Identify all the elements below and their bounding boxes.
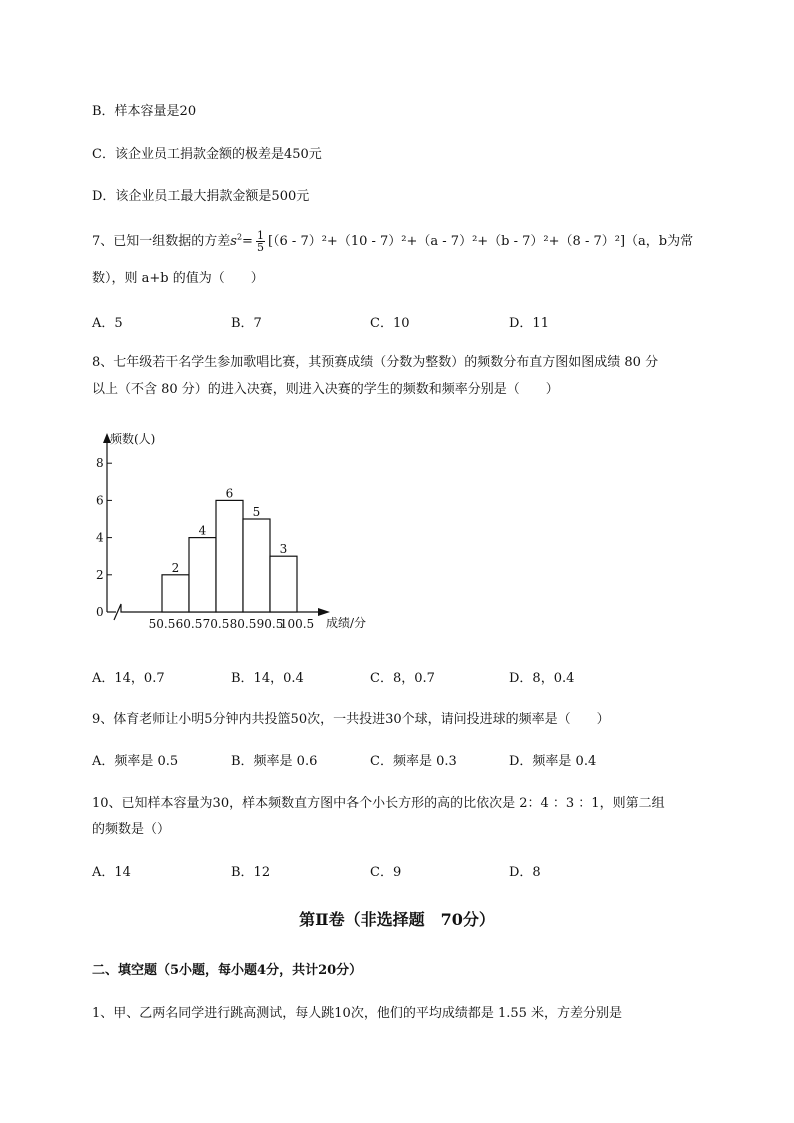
- y-tick-label: 6: [96, 493, 104, 508]
- q7-option-d: D．11: [509, 316, 549, 331]
- q7-stem-line1: [92, 230, 693, 253]
- q7-variance-symbol: s: [230, 234, 237, 249]
- q10-option-b: B．12: [231, 865, 271, 880]
- q7-option-b: B．7: [231, 316, 262, 331]
- x-tick-label: 70.5: [202, 617, 230, 631]
- q7-formula-body: [（6 - 7）²+（10 - 7）²+（a - 7）²+（b - 7）²+（8 - 7）²]（a，b为常: [267, 234, 694, 249]
- q9-stem: 9、体育老师让小明5分钟内共投篮50次，一共投进30个球，请问投进球的频率是（ ）: [92, 712, 610, 727]
- q8-stem-line2: 以上（不含 80 分）的进入决赛，则进入决赛的学生的频数和频率分别是（ ）: [92, 382, 559, 397]
- q9-option-d: D．频率是 0.4: [509, 754, 597, 769]
- q8-stem-line1: 8、七年级若干名学生参加歌唱比赛，其预赛成绩（分数为整数）的频数分布直方图如图成绩 80 分: [92, 355, 659, 370]
- bar-value-label: 2: [171, 560, 180, 575]
- q8-option-c: C．8，0.7: [370, 671, 435, 686]
- q7-fraction: [256, 230, 265, 253]
- y-tick-label: 2: [96, 567, 104, 582]
- q6-option-d: D．该企业员工最大捐款金额是500元: [92, 189, 310, 204]
- bar-value-label: 3: [279, 542, 288, 557]
- q7-fraction-numerator: 1: [256, 229, 264, 242]
- q7-fraction-denominator: 5: [256, 241, 264, 254]
- x-axis-arrow: [318, 608, 330, 616]
- q7-stem-line2: 数），则 a+b 的值为（ ）: [92, 271, 264, 286]
- q10-stem-line2: 的频数是（）: [92, 822, 171, 837]
- histogram-bar: [162, 575, 189, 612]
- x-tick-label: 50.5: [148, 617, 176, 631]
- q8-option-a: A．14，0.7: [92, 671, 165, 686]
- y-axis-label: 频数(人): [110, 432, 156, 446]
- histogram-bar: [270, 556, 297, 612]
- y-tick-label: 4: [96, 530, 104, 545]
- q7-option-c: C．10: [370, 316, 410, 331]
- x-tick-label: 90.5: [256, 617, 284, 631]
- histogram-bar: [189, 538, 216, 612]
- section-2-title: 第Ⅱ卷（非选择题 70分）: [299, 910, 495, 929]
- q7-equals: =: [242, 234, 253, 249]
- q9-option-c: C．频率是 0.3: [370, 754, 457, 769]
- histogram-bar: [243, 519, 270, 612]
- bar-value-label: 4: [198, 523, 207, 538]
- q7-prefix: 7、已知一组数据的方差: [92, 234, 231, 249]
- q9-option-a: A．频率是 0.5: [92, 754, 179, 769]
- q7-option-a: A．5: [92, 316, 123, 331]
- q10-option-d: D．8: [509, 865, 541, 880]
- bar-value-label: 5: [252, 505, 261, 519]
- histogram-layer: [96, 433, 330, 631]
- q6-option-c: C．该企业员工捐款金额的极差是450元: [92, 147, 322, 162]
- y-tick-label: 8: [96, 456, 104, 471]
- y-tick-label: 0: [96, 605, 104, 619]
- q9-option-b: B．频率是 0.6: [231, 754, 318, 769]
- fill-q1-stem: 1、甲、乙两名同学进行跳高测试，每人跳10次，他们的平均成绩都是 1.55 米，方差分别是: [92, 1006, 623, 1021]
- x-tick-label: 80.5: [229, 617, 257, 631]
- q7-variance-sup: 2: [236, 232, 243, 242]
- x-tick-label: 60.5: [175, 617, 203, 631]
- q10-option-a: A．14: [92, 865, 131, 880]
- x-axis-label: 成绩/分: [326, 616, 367, 630]
- fill-in-heading: 二、填空题（5小题，每小题4分，共计20分）: [92, 963, 363, 978]
- q10-option-c: C．9: [370, 865, 402, 880]
- histogram-bar: [216, 500, 243, 612]
- x-tick-label: 100.5: [279, 617, 315, 631]
- q10-stem-line1: 10、已知样本容量为30，样本频数直方图中各个小长方形的高的比依次是 2：4 ：3 ：1，则第二组: [92, 796, 665, 811]
- q6-option-b: B．样本容量是20: [92, 104, 197, 119]
- q8-option-b: B．14，0.4: [231, 671, 304, 686]
- q8-option-d: D．8，0.4: [509, 671, 575, 686]
- bar-value-label: 6: [225, 486, 234, 501]
- frequency-histogram: [90, 425, 390, 635]
